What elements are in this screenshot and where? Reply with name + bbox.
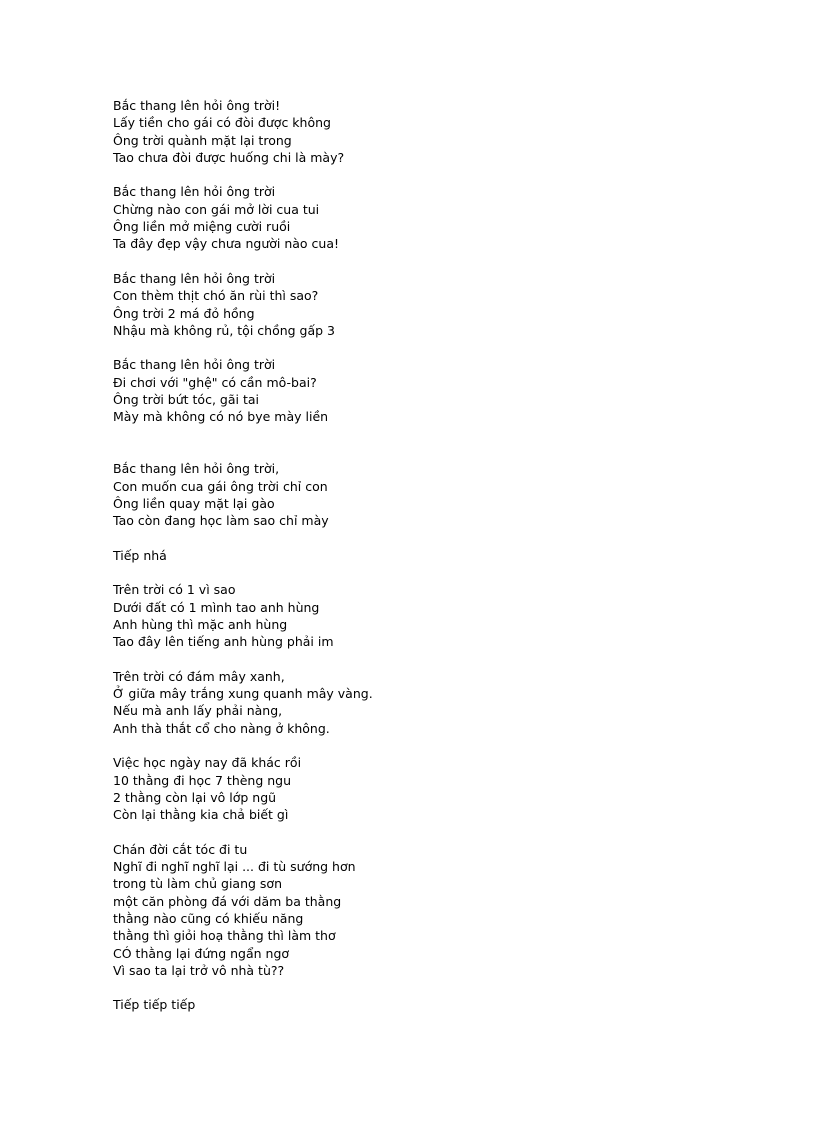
poem-line: Ông trời 2 má đỏ hồng bbox=[113, 305, 255, 321]
poem-line: Tiếp nhá bbox=[113, 547, 167, 563]
poem-line: Chán đời cắt tóc đi tu bbox=[113, 841, 248, 857]
poem-line: Lấy tiền cho gái có đòi được không bbox=[113, 115, 331, 131]
stanza-3 bbox=[113, 270, 733, 339]
poem-line: Con muốn cua gái ông trời chỉ con bbox=[113, 478, 328, 494]
poem-line: Con thèm thịt chó ăn rùi thì sao? bbox=[113, 288, 319, 304]
poem-line: Trên trời có 1 vì sao bbox=[113, 582, 236, 598]
poem-line: Bắc thang lên hỏi ông trời bbox=[113, 184, 276, 200]
poem-line: thằng nào cũng có khiếu năng bbox=[113, 910, 304, 926]
poem-line: Việc học ngày nay đã khác rồi bbox=[113, 755, 302, 771]
poem-line: Ông liền quay mặt lại gào bbox=[113, 495, 275, 511]
poem-line: Ở giữa mây trắng xung quanh mây vàng. bbox=[113, 686, 373, 702]
poem-line: Còn lại thằng kia chả biết gì bbox=[113, 807, 289, 823]
poem-line: 10 thằng đi học 7 thèng ngu bbox=[113, 772, 292, 788]
stanza-2 bbox=[113, 183, 733, 252]
poem-line: trong tù làm chủ giang sơn bbox=[113, 876, 282, 892]
poem-line: Ta đây đẹp vậy chưa người nào cua! bbox=[113, 236, 340, 252]
stanza-6 bbox=[113, 581, 733, 650]
poem-line: CÓ thằng lại đứng ngẩn ngơ bbox=[113, 945, 290, 961]
poem-line: Anh thà thắt cổ cho nàng ở không. bbox=[113, 720, 330, 736]
poem-line: Bắc thang lên hỏi ông trời! bbox=[113, 98, 281, 113]
document-page bbox=[113, 97, 733, 1031]
poem-line: Tao chưa đòi được huống chi là mày? bbox=[113, 149, 345, 165]
section-note-1 bbox=[113, 547, 733, 564]
poem-line: Tao đây lên tiếng anh hùng phải im bbox=[113, 634, 334, 650]
stanza-1 bbox=[113, 97, 733, 166]
poem-line: Ông trời bứt tóc, gãi tai bbox=[113, 392, 259, 408]
stanza-8 bbox=[113, 754, 733, 823]
section-note-2 bbox=[113, 996, 733, 1013]
poem-line: Mày mà không có nó bye mày liền bbox=[113, 409, 329, 425]
poem-line: Bắc thang lên hỏi ông trời bbox=[113, 357, 276, 373]
poem-line: Tao còn đang học làm sao chỉ mày bbox=[113, 513, 329, 529]
poem-line: Bắc thang lên hỏi ông trời, bbox=[113, 461, 280, 477]
poem-line: Dưới đất có 1 mình tao anh hùng bbox=[113, 599, 320, 615]
stanza-5 bbox=[113, 460, 733, 529]
stanza-4 bbox=[113, 356, 733, 425]
poem-line: 2 thằng còn lại vô lớp ngũ bbox=[113, 789, 277, 805]
poem-line: Nghĩ đi nghĩ nghĩ lại ... đi tù sướng hơn bbox=[113, 859, 356, 875]
poem-line: Đi chơi với "ghệ" có cần mô-bai? bbox=[113, 374, 317, 390]
poem-line: Nhậu mà không rủ, tội chồng gấp 3 bbox=[113, 322, 336, 338]
stanza-7 bbox=[113, 668, 733, 737]
poem-line: thằng thì giỏi hoạ thằng thì làm thơ bbox=[113, 928, 336, 944]
poem-line: Tiếp tiếp tiếp bbox=[113, 997, 196, 1013]
poem-line: Nếu mà anh lấy phải nàng, bbox=[113, 703, 283, 719]
poem-line: Anh hùng thì mặc anh hùng bbox=[113, 616, 288, 632]
poem-line: Trên trời có đám mây xanh, bbox=[113, 668, 285, 684]
poem-line: Ông trời quành mặt lại trong bbox=[113, 132, 292, 148]
stanza-9 bbox=[113, 841, 733, 979]
poem-line: một căn phòng đá với dăm ba thằng bbox=[113, 893, 342, 909]
poem-line: Chừng nào con gái mở lời cua tui bbox=[113, 201, 320, 217]
poem-line: Bắc thang lên hỏi ông trời bbox=[113, 270, 276, 286]
poem-line: Vì sao ta lại trở vô nhà tù?? bbox=[113, 962, 285, 978]
poem-line: Ông liền mở miệng cười ruồi bbox=[113, 219, 291, 235]
